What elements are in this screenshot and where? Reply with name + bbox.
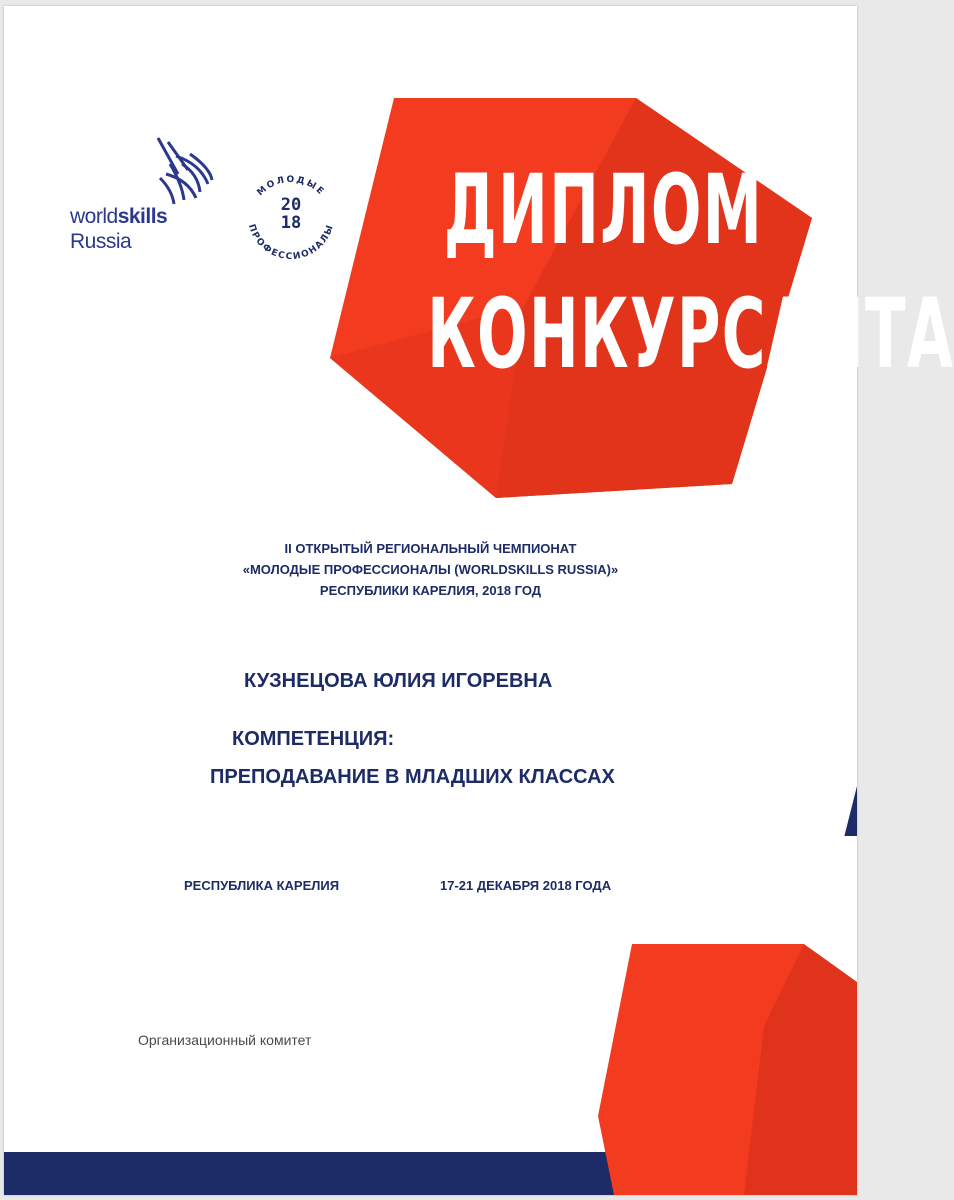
event-dates: 17-21 ДЕКАБРЯ 2018 ГОДА (440, 878, 612, 893)
region: РЕСПУБЛИКА КАРЕЛИЯ (184, 878, 340, 893)
logo-russia: Russia (70, 230, 132, 253)
championship-line2: «МОЛОДЫЕ ПРОФЕССИОНАЛЫ (WORLDSKILLS RUSSIA)» (242, 562, 619, 577)
organizing-committee: Организационный комитет (138, 1032, 312, 1048)
diploma-sheet (4, 6, 954, 1195)
logo-world: world (70, 205, 118, 228)
logo-skills: skills (117, 205, 168, 228)
worldskills-logo (70, 134, 220, 264)
diploma-title-line2: КОНКУРСАНТА (427, 278, 954, 390)
participant-name: КУЗНЕЦОВА ЮЛИЯ ИГОРЕВНА (244, 670, 553, 692)
competence-label: КОМПЕТЕНЦИЯ: (232, 728, 395, 750)
competence-value: ПРЕПОДАВАНИЕ В МЛАДШИХ КЛАССАХ (210, 766, 615, 788)
badge-top-arc: МОЛОДЫЕ (255, 174, 327, 199)
worldskills-wordmark (70, 206, 167, 227)
young-professionals-badge (236, 164, 346, 274)
badge-bottom-arc: ПРОФЕССИОНАЛЫ (245, 223, 337, 263)
championship-info (4, 538, 857, 601)
badge-year-bottom: 18 (280, 213, 302, 233)
badge-year-top: 20 (280, 195, 302, 215)
diploma-title-line1: ДИПЛОМ (443, 154, 764, 266)
worldskills-emblem-icon (70, 134, 220, 214)
championship-line3: РЕСПУБЛИКИ КАРЕЛИЯ, 2018 ГОД (319, 583, 542, 598)
championship-line1: II ОТКРЫТЫЙ РЕГИОНАЛЬНЫЙ ЧЕМПИОНАТ (284, 541, 577, 556)
